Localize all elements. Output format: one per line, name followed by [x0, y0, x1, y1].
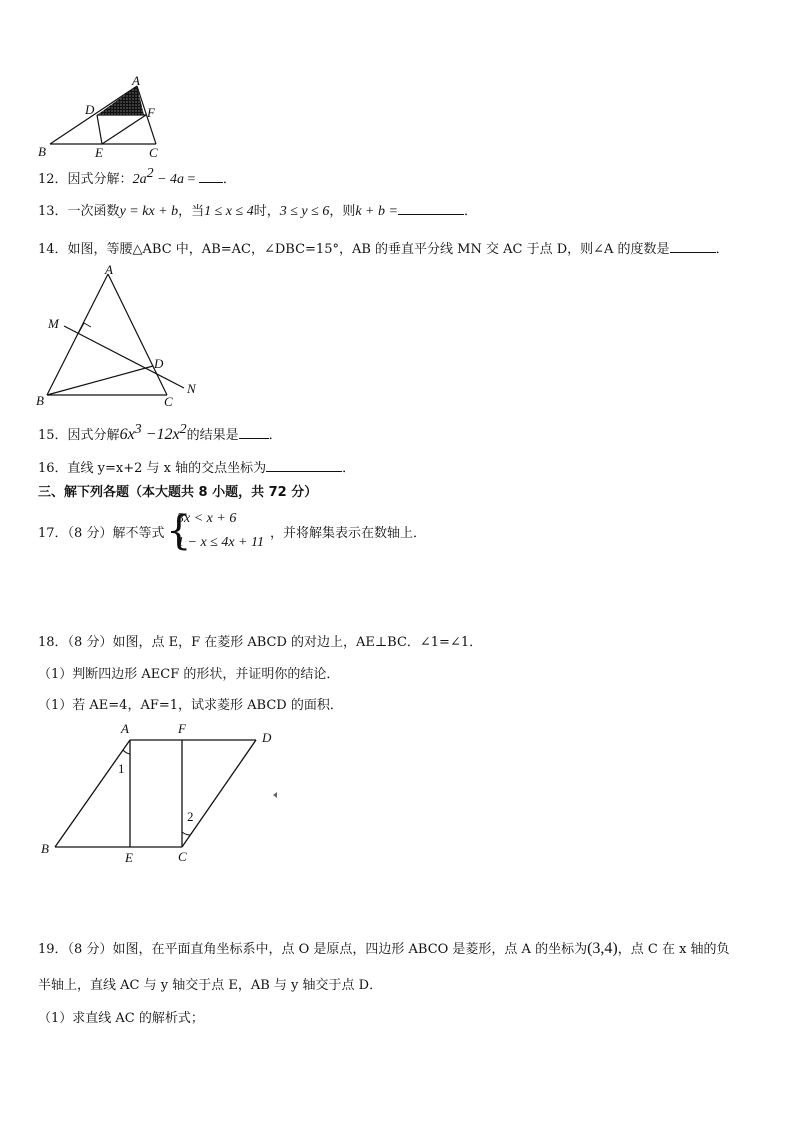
- q12-number: 12．: [38, 172, 68, 187]
- q13-text4: ，则: [329, 204, 356, 219]
- label-c: C: [149, 145, 158, 160]
- label-angle-2: 2: [187, 809, 194, 824]
- label-b: B: [41, 841, 49, 856]
- q17-text2: ，并将解集表示在数轴上．: [270, 526, 427, 541]
- q19-text1: 如图，在平面直角坐标系中，点 O 是原点，四边形 ABCO 是菱形，点 A 的坐标为: [112, 942, 588, 957]
- q16-number: 16．: [38, 461, 68, 476]
- q17-score: （8 分）: [67, 526, 113, 541]
- label-n: N: [187, 381, 196, 396]
- q17-number: 17．: [38, 526, 68, 541]
- label-d: D: [262, 730, 272, 745]
- label-m: M: [48, 316, 59, 331]
- q13-answer-blank[interactable]: [398, 201, 464, 215]
- label-d: D: [85, 102, 95, 117]
- q19-line2: 半轴上，直线 AC 与 y 轴交于点 E，AB 与 y 轴交于点 D．: [38, 978, 383, 993]
- q12-text: 因式分解：: [67, 172, 133, 187]
- segment-de: [97, 115, 102, 144]
- angle-1-arc: [123, 750, 130, 754]
- q15-text2: 的结果是: [186, 428, 239, 443]
- question-17: [38, 525, 164, 543]
- q15-exp1: 3: [134, 422, 142, 437]
- label-e: E: [95, 145, 103, 160]
- q18-sub2: （1）若 AE=4，AF=1，试求菱形 ABCD 的面积．: [38, 698, 343, 713]
- label-f: F: [147, 105, 155, 120]
- q13-number: 13．: [38, 204, 68, 219]
- label-angle-1: 1: [118, 761, 125, 776]
- q16-end: ．: [342, 461, 356, 476]
- segment-ab: [55, 740, 130, 847]
- q15-expr-b: −12x: [141, 426, 180, 443]
- q13-ask: k + b =: [355, 204, 398, 219]
- label-e: E: [125, 850, 133, 865]
- line-mn: [64, 326, 184, 388]
- q14-end: ．: [715, 242, 729, 257]
- stray-mark-icon: [273, 792, 277, 798]
- question-14: [38, 239, 729, 259]
- q15-end: ．: [268, 428, 282, 443]
- shaded-region: [97, 86, 144, 115]
- label-b: B: [36, 393, 44, 408]
- q13-text3: 时，: [253, 204, 280, 219]
- figure-triangle-q14: [30, 262, 210, 412]
- label-a: A: [121, 721, 129, 736]
- q13-end: ．: [463, 204, 477, 219]
- question-18: [38, 634, 482, 652]
- q14-number: 14．: [38, 242, 68, 257]
- label-c: C: [178, 849, 187, 864]
- segment-ac: [108, 274, 167, 395]
- q13-text2: ，当: [178, 204, 205, 219]
- q15-expr-a: 6x: [119, 426, 135, 443]
- q12-eq: =: [184, 172, 199, 187]
- label-a: A: [132, 74, 140, 88]
- q12-answer-blank[interactable]: [199, 169, 223, 183]
- segment-ab: [47, 274, 108, 395]
- segment-ef: [102, 115, 146, 144]
- label-d: D: [154, 356, 164, 371]
- q17-text1: 解不等式: [112, 526, 165, 541]
- q15-text1: 因式分解: [67, 428, 120, 443]
- segment-bd: [47, 366, 153, 395]
- label-c: C: [164, 394, 173, 409]
- q15-number: 15．: [38, 428, 68, 443]
- q15-answer-blank[interactable]: [239, 425, 269, 439]
- angle-2-arc: [182, 832, 190, 835]
- q17-brace: {: [166, 508, 192, 554]
- question-12: [38, 165, 236, 189]
- q12-exp: 2: [146, 166, 154, 181]
- figure-triangle-top: [30, 74, 170, 162]
- q16-text: 直线 y=x+2 与 x 轴的交点坐标为: [67, 461, 267, 476]
- q12-end: ．: [222, 172, 236, 187]
- question-16: [38, 458, 355, 478]
- q17-inequality-1: 3x < x + 6: [177, 511, 237, 526]
- question-15: [38, 421, 282, 445]
- q13-cond2: 3 ≤ y ≤ 6: [279, 204, 330, 219]
- q18-sub1: （1）判断四边形 AECF 的形状，并证明你的结论．: [38, 667, 340, 682]
- q18-score: （8 分）: [67, 635, 113, 650]
- q16-answer-blank[interactable]: [266, 458, 342, 472]
- label-f: F: [178, 721, 186, 736]
- q19-text2: ，点 C 在 x 轴的负: [617, 942, 730, 957]
- q14-text: 如图，等腰△ABC 中，AB=AC，∠DBC=15°，AB 的垂直平分线 MN 交 AC 于点 D，则∠A 的度数是: [67, 242, 670, 257]
- q19-coord: (3,4): [587, 940, 618, 957]
- question-13: [38, 201, 477, 221]
- figure-rhombus-q18: [30, 716, 290, 868]
- q12-expr-a: 2a: [132, 172, 147, 187]
- question-19: [38, 940, 730, 959]
- q18-text: 如图，点 E，F 在菱形 ABCD 的对边上，AE⊥BC．∠1=∠1．: [112, 635, 483, 650]
- q13-text1: 一次函数: [67, 204, 120, 219]
- label-b: B: [38, 144, 46, 159]
- segment-cd: [182, 740, 256, 847]
- q14-answer-blank[interactable]: [670, 239, 716, 253]
- q19-sub1: （1）求直线 AC 的解析式；: [38, 1011, 204, 1026]
- section-3-title: 三、解下列各题（本大题共 8 小题，共 72 分）: [38, 485, 318, 500]
- q17-inequality-2: 1 − x ≤ 4x + 11: [177, 535, 264, 550]
- q19-number: 19．: [38, 942, 68, 957]
- label-a: A: [105, 262, 113, 277]
- q15-exp2: 2: [179, 422, 187, 437]
- q18-number: 18．: [38, 635, 68, 650]
- q12-expr-b: − 4a: [153, 172, 185, 187]
- q19-score: （8 分）: [67, 942, 113, 957]
- q13-cond1: 1 ≤ x ≤ 4: [204, 204, 254, 219]
- q13-func: y = kx + b: [119, 204, 179, 219]
